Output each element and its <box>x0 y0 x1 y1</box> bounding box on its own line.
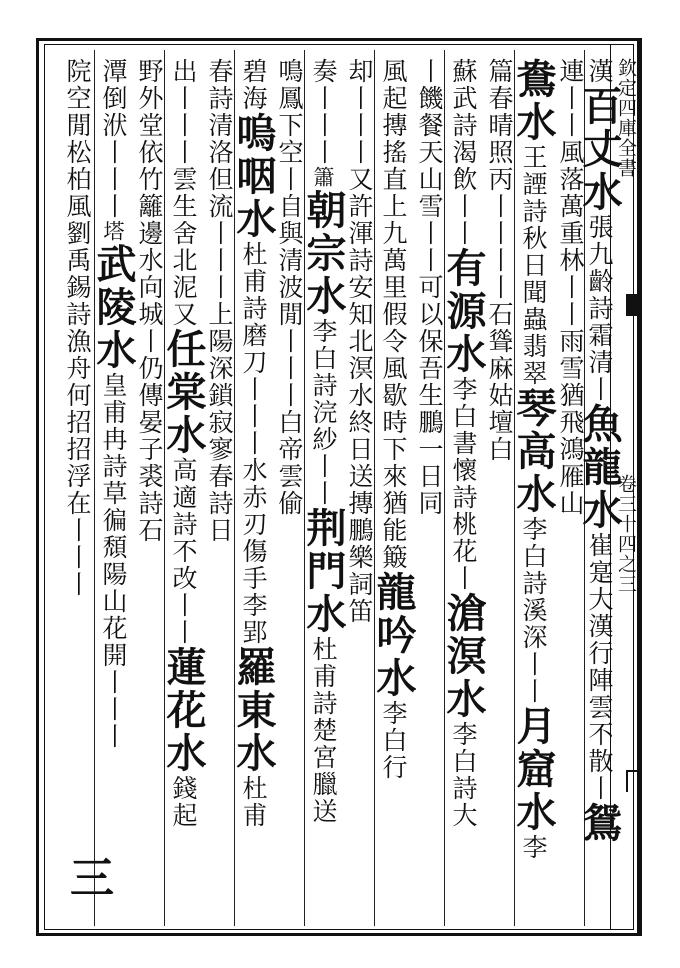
entry-heading: 龍吟水 <box>370 571 417 700</box>
entry-text: 碧海 <box>239 58 268 112</box>
entry-text: 塔 <box>101 220 125 243</box>
entry-text: 風起摶搖直上九萬里假令風歇時下來猶能簸 <box>379 58 408 571</box>
text-column-3 <box>510 58 557 920</box>
entry-text: 李白行 <box>379 700 408 781</box>
entry-text: 篇春晴照丙丨丨丨 <box>485 58 514 274</box>
entry-text: 院空閒松柏風 <box>63 58 92 220</box>
entry-heading: 羅東水 <box>230 646 277 775</box>
entry-heading: 月窟水 <box>510 705 557 834</box>
entry-text: 詩日 <box>205 490 234 544</box>
entry-text: 錢起 <box>169 775 198 829</box>
entry-text: 丨自與清波閒 <box>275 166 304 328</box>
entry-text: 丨饑餐天山雪 <box>415 58 444 220</box>
text-column-11 <box>230 58 277 920</box>
entry-text: 潭倒洑丨丨丨 <box>99 58 128 220</box>
entry-text: 張九齡詩霜清丨 <box>585 214 614 403</box>
text-column-2 <box>554 58 586 920</box>
entry-text: 皇甫冉詩草徧頹陽山花開丨丨丨 <box>99 372 128 750</box>
entry-heading: 有源水 <box>440 247 487 376</box>
entry-text: 漢 <box>585 58 614 85</box>
entry-text: 杜甫詩楚宮臘送 <box>309 636 338 825</box>
page-number: 三 <box>70 853 114 904</box>
banxin-volume: 卷三十四之三 <box>615 474 637 594</box>
entry-text: 樂詞笛 <box>345 544 374 625</box>
entry-text: 奏丨丨丨 <box>309 58 338 166</box>
entry-heading: 嗚咽水 <box>230 112 277 241</box>
entry-text: 野外堂依竹籬邊水向城 <box>135 58 164 328</box>
entry-text: 李白詩溪深丨丨 <box>519 516 548 705</box>
entry-text: 李 <box>519 834 548 861</box>
entry-text: 詩清洛但流丨丨丨上陽深鎖寂寥春 <box>205 85 234 490</box>
text-column-7 <box>370 58 417 920</box>
banxin-divider-right <box>640 38 642 936</box>
text-column-5 <box>440 58 487 920</box>
text-column-15 <box>90 58 137 920</box>
text-column-10 <box>272 58 306 920</box>
text-column-16 <box>60 58 94 920</box>
column-divider <box>94 50 95 926</box>
entry-heading: 百丈水 <box>576 85 623 214</box>
entry-text: 却丨丨丨又許渾詩安知北溟水終日送摶鵬 <box>345 58 374 544</box>
text-column-4 <box>482 58 516 920</box>
text-column-13 <box>160 58 207 920</box>
text-column-9 <box>300 58 347 920</box>
entry-text: 劉禹錫詩漁舟何招招浮在丨丨丨 <box>63 220 92 598</box>
entry-text: 詩石 <box>135 490 164 544</box>
entry-text: 王諲詩秋日聞蟲翡翠 <box>519 144 548 387</box>
entry-heading: 朝宗水 <box>300 189 347 318</box>
entry-text: 杜甫 <box>239 775 268 829</box>
entry-text: 丨丨丨白帝雲偷 <box>275 328 304 517</box>
entry-text: 丨丨風落萬重林 <box>556 85 585 274</box>
entry-text: 丨丨可以保吾生 <box>415 220 444 409</box>
entry-text: 白 <box>485 436 514 463</box>
entry-heading: 任棠水 <box>160 328 207 457</box>
text-column-14 <box>132 58 166 920</box>
entry-heading: 荆門水 <box>300 507 347 636</box>
entry-text: 簫 <box>311 166 335 189</box>
entry-text: 連 <box>556 58 585 85</box>
entry-heading: 蓮花水 <box>160 646 207 775</box>
text-column-1 <box>576 58 623 920</box>
entry-heading: 鴛 <box>576 802 623 845</box>
banxin-title: 欽定四庫全書 <box>615 58 637 178</box>
fishtail-mark-lower <box>626 770 642 792</box>
entry-heading: 琴高水 <box>510 387 557 516</box>
entry-text: 蘇武詩渴飲丨丨 <box>449 58 478 247</box>
entry-text: 高適詩不改丨丨 <box>169 457 198 646</box>
entry-text: 出丨丨丨雲生舍北泥又 <box>169 58 198 328</box>
entry-text: 李白詩浣紗丨丨 <box>309 318 338 507</box>
entry-text: 丨仍傳晏子裘 <box>135 328 164 490</box>
entry-text: 丨石聳麻姑壇 <box>485 274 514 436</box>
text-column-8 <box>342 58 376 920</box>
entry-text: 崔寔大漢行陣雲不散丨 <box>585 532 614 802</box>
text-column-6 <box>412 58 446 920</box>
text-column-12 <box>202 58 236 920</box>
fishtail-mark-upper <box>626 294 642 316</box>
entry-text: 鳴鳳下空 <box>275 58 304 166</box>
entry-text: 李白詩大 <box>449 721 478 829</box>
entry-text: 春 <box>205 58 234 85</box>
entry-text: 丨丨雨雪猶飛鴻雁山 <box>556 274 585 517</box>
entry-heading: 武陵水 <box>90 243 137 372</box>
entry-text: 李白書懷詩桃花丨 <box>449 376 478 592</box>
entry-text: 杜甫詩磨刀丨丨丨水赤刃傷手李郢 <box>239 241 268 646</box>
entry-text: 鵬一日同 <box>415 409 444 517</box>
entry-heading: 滄溟水 <box>440 592 487 721</box>
entry-heading: 鴦水 <box>510 58 557 144</box>
entry-heading: 魚龍水 <box>576 403 623 532</box>
